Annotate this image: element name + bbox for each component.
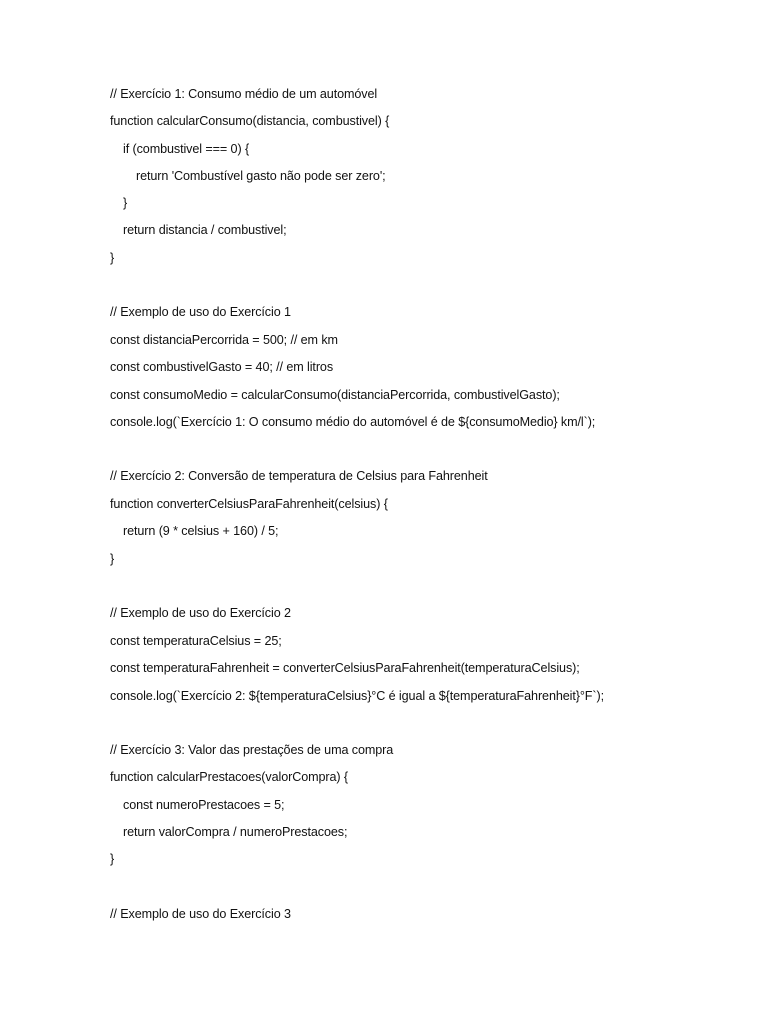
comment-line: // Exemplo de uso do Exercício 3 bbox=[110, 907, 291, 921]
code-line: const consumoMedio = calcularConsumo(distanciaPercorrida, combustivelGasto); bbox=[110, 388, 560, 402]
code-line: function converterCelsiusParaFahrenheit(celsius) { bbox=[110, 497, 388, 511]
code-line: function calcularPrestacoes(valorCompra) { bbox=[110, 770, 348, 784]
code-line: if (combustivel === 0) { bbox=[123, 142, 250, 156]
comment-line: // Exemplo de uso do Exercício 2 bbox=[110, 606, 291, 620]
code-line: return valorCompra / numeroPrestacoes; bbox=[123, 825, 348, 839]
code-line: const temperaturaCelsius = 25; bbox=[110, 634, 282, 648]
code-line: console.log(`Exercício 1: O consumo médio do automóvel é de ${consumoMedio} km/l`); bbox=[110, 415, 596, 429]
code-line: const distanciaPercorrida = 500; // em km bbox=[110, 333, 338, 347]
code-line: return (9 * celsius + 160) / 5; bbox=[123, 524, 279, 538]
code-line: } bbox=[110, 552, 115, 566]
code-line: function calcularConsumo(distancia, combustivel) { bbox=[110, 114, 390, 128]
comment-line: // Exercício 2: Conversão de temperatura de Celsius para Fahrenheit bbox=[110, 469, 488, 483]
code-line: } bbox=[110, 251, 115, 265]
code-line: const numeroPrestacoes = 5; bbox=[123, 798, 285, 812]
code-line: return distancia / combustivel; bbox=[123, 223, 287, 237]
comment-line: // Exercício 1: Consumo médio de um automóvel bbox=[110, 87, 378, 101]
comment-line: // Exercício 3: Valor das prestações de uma compra bbox=[110, 743, 394, 757]
code-line: const temperaturaFahrenheit = converterCelsiusParaFahrenheit(temperaturaCelsius); bbox=[110, 661, 580, 675]
code-line: } bbox=[123, 196, 128, 210]
code-line: const combustivelGasto = 40; // em litros bbox=[110, 360, 334, 374]
comment-line: // Exemplo de uso do Exercício 1 bbox=[110, 305, 291, 319]
code-line: return 'Combustível gasto não pode ser zero'; bbox=[136, 169, 386, 183]
code-line: console.log(`Exercício 2: ${temperaturaCelsius}°C é igual a ${temperaturaFahrenheit}°F`); bbox=[110, 689, 604, 703]
code-line: } bbox=[110, 852, 115, 866]
